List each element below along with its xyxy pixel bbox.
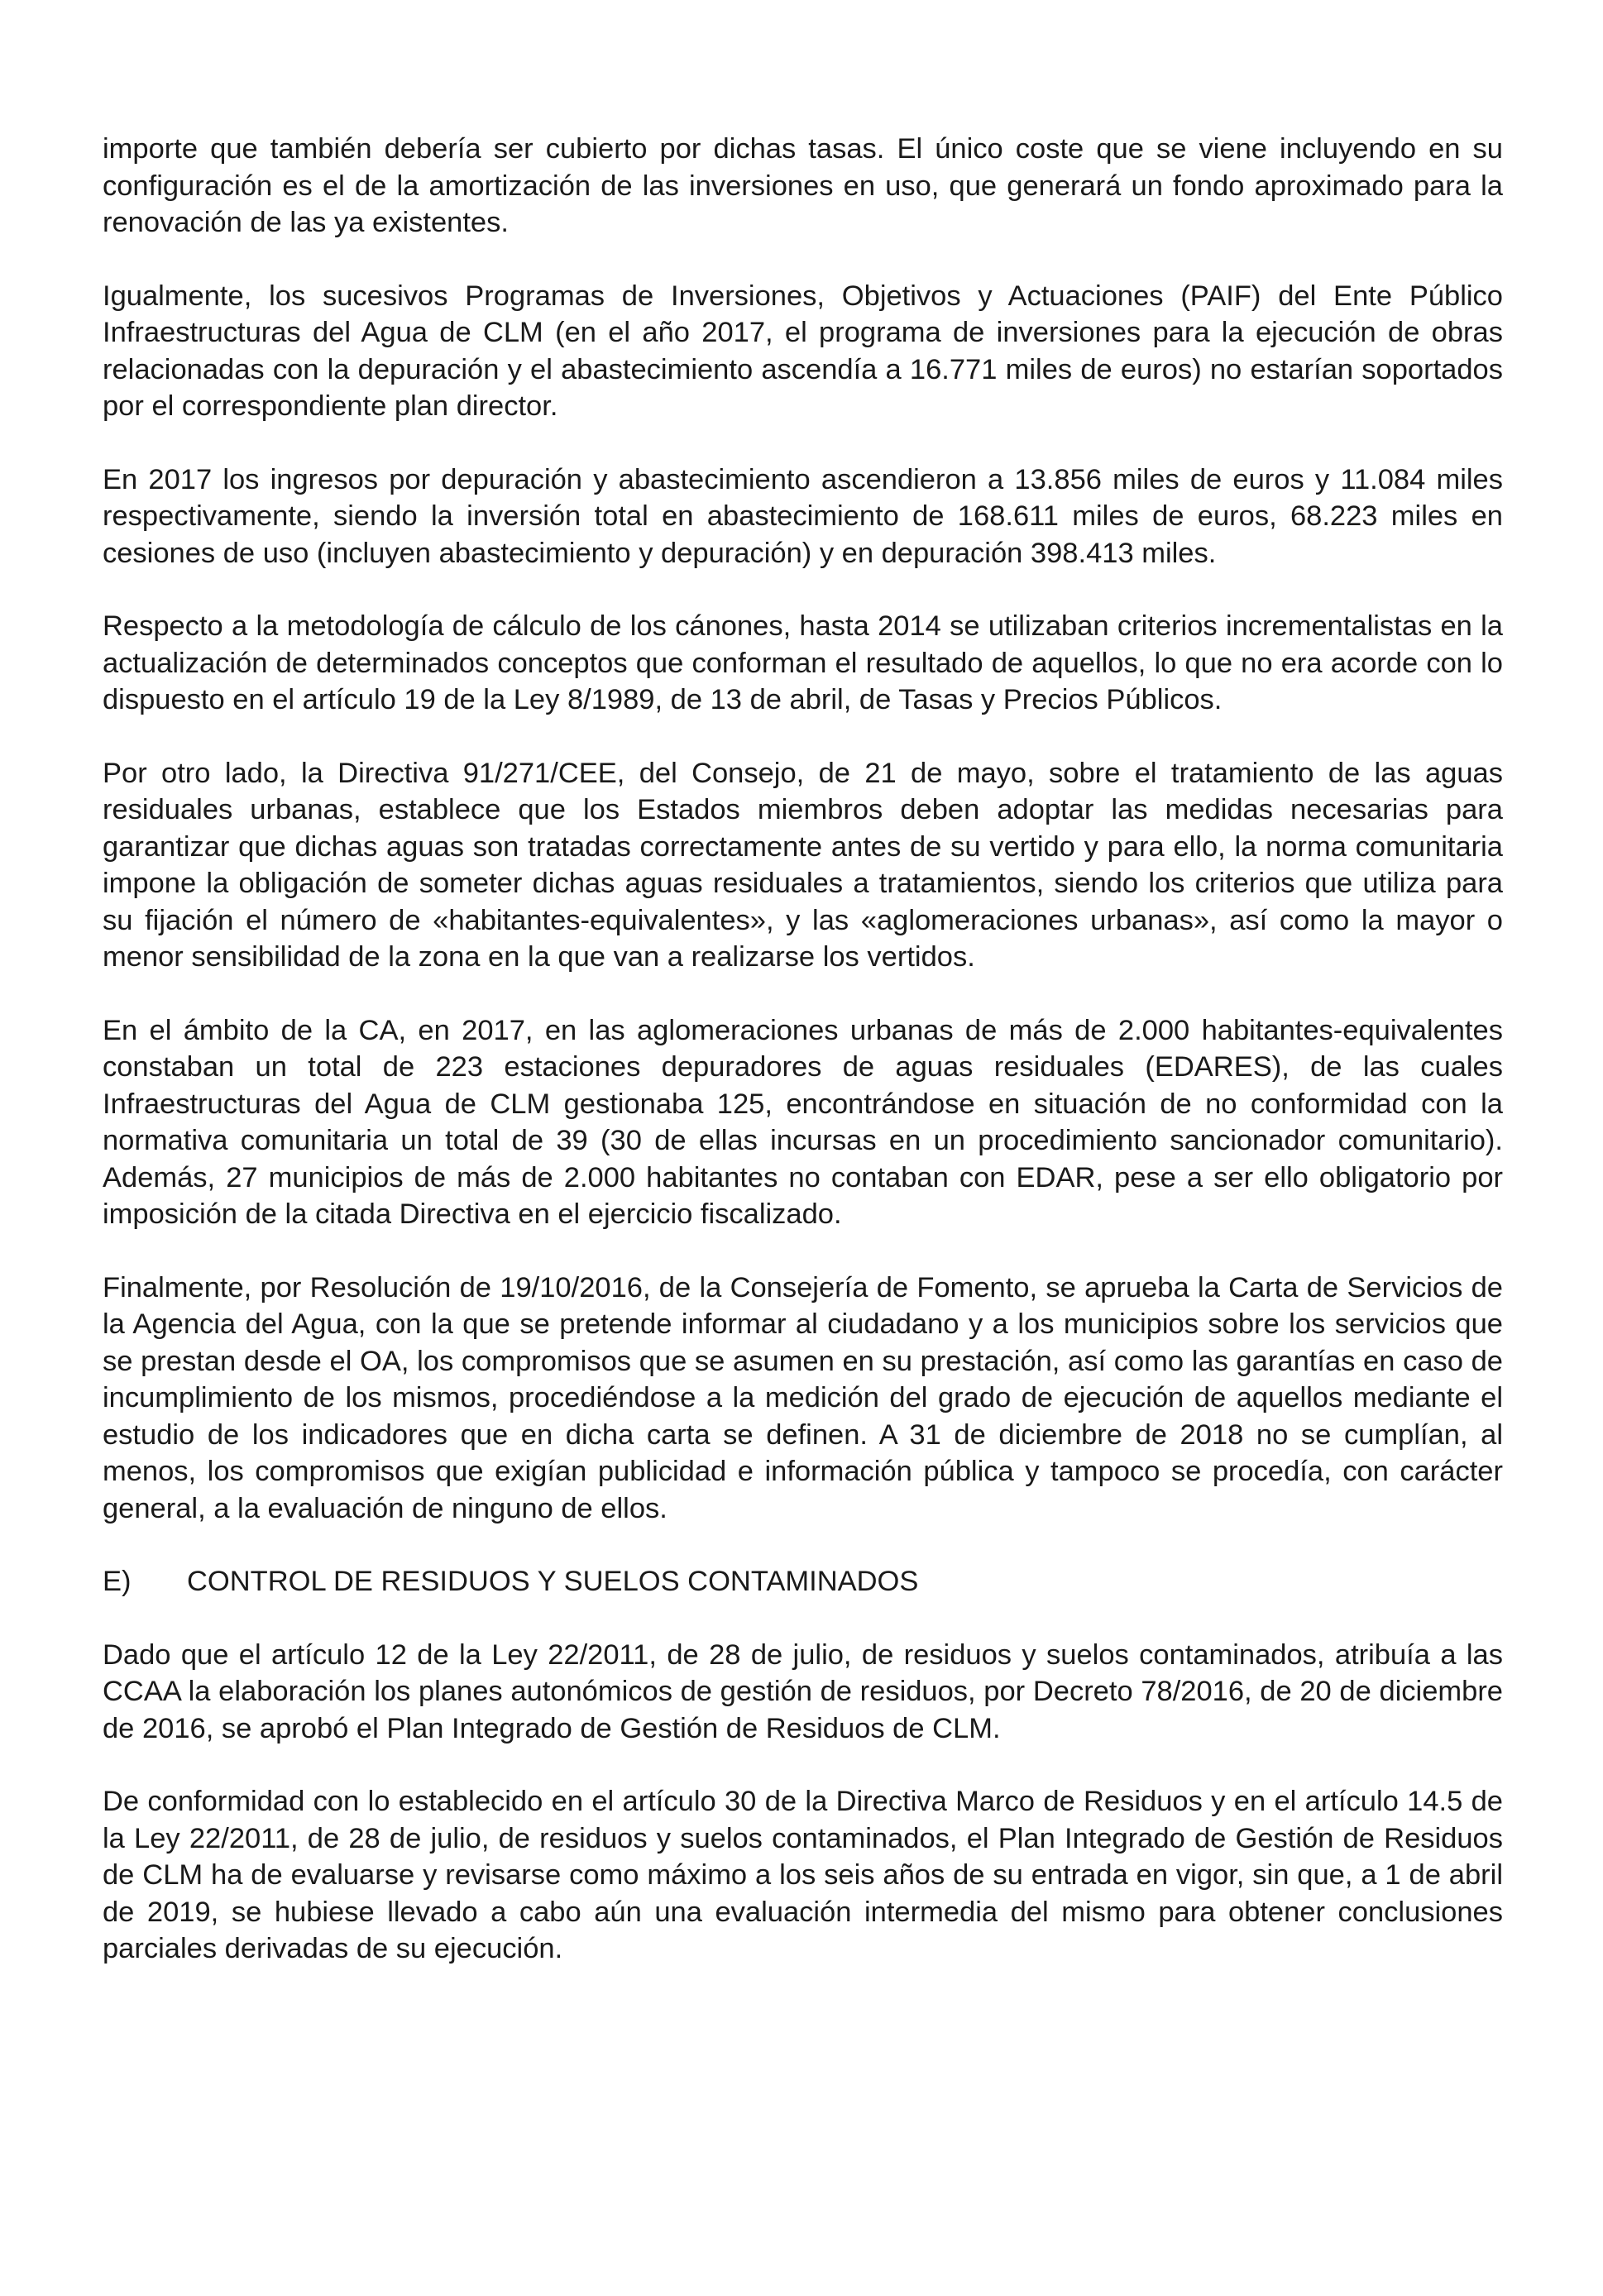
section-heading-number: E)	[103, 1566, 132, 1597]
paragraph-tasas-amortizacion: importe que también debería ser cubierto por dichas tasas. El único coste que se viene incluyendo en su configuración es el de la amortización de las inversiones en uso, que generará un fondo aproximado para la renovación de las ya existentes.	[103, 133, 1503, 238]
paragraph-ingresos-2017: En 2017 los ingresos por depuración y abastecimiento ascendieron a 13.856 miles de euros y 11.084 miles respectivamente, siendo la inversión total en abastecimiento de 168.611 miles de euros, 68.223 miles en cesiones de uso (incluyen abastecimiento y depuración) y en depuración 398.413 miles.	[103, 463, 1503, 569]
paragraph-edares-2017: En el ámbito de la CA, en 2017, en las aglomeraciones urbanas de más de 2.000 habitantes-equivalentes constaban un total de 223 estaciones depuradores de aguas residuales (EDARES), de las cuales Infraestructuras del Agua de CLM gestionaba 125, encontrándose en situación de no conformidad con la normativa comunitaria un total de 39 (30 de ellas incursas en un procedimiento sancionador comunitario). Además, 27 municipios de más de 2.000 habitantes no contaban con EDAR, pese a ser ello obligatorio por imposición de la citada Directiva en el ejercicio fiscalizado.	[103, 1014, 1503, 1230]
paragraph-metodologia-canones: Respecto a la metodología de cálculo de los cánones, hasta 2014 se utilizaban criterios incrementalistas en la actualización de determinados conceptos que conforman el resultado de aquellos, lo que no era acorde con lo dispuesto en el artículo 19 de la Ley 8/1989, de 13 de abril, de Tasas y Precios Públicos.	[103, 610, 1503, 715]
document-body	[103, 131, 1503, 2004]
paragraph-paif-inversiones: Igualmente, los sucesivos Programas de Inversiones, Objetivos y Actuaciones (PAIF) del Ente Público Infraestructuras del Agua de CLM (en el año 2017, el programa de inversiones para la ejecución de obras relacionadas con la depuración y el abastecimiento ascendía a 16.771 miles de euros) no estarían soportados por el correspondiente plan director.	[103, 280, 1503, 422]
paragraph-directiva-aguas-residuales: Por otro lado, la Directiva 91/271/CEE, del Consejo, de 21 de mayo, sobre el tratamiento de las aguas residuales urbanas, establece que los Estados miembros deben adoptar las medidas necesarias para garantizar que dichas aguas son tratadas correctamente antes de su vertido y para ello, la norma comunitaria impone la obligación de someter dichas aguas residuales a tratamientos, siendo los criterios que utiliza para su fijación el número de «habitantes-equivalentes», y las «aglomeraciones urbanas», así como la mayor o menor sensibilidad de la zona en la que van a realizarse los vertidos.	[103, 757, 1503, 973]
section-heading-title: CONTROL DE RESIDUOS Y SUELOS CONTAMINADOS	[187, 1566, 919, 1597]
section-heading-residuos	[103, 1563, 1503, 1600]
paragraph-carta-servicios: Finalmente, por Resolución de 19/10/2016, de la Consejería de Fomento, se aprueba la Carta de Servicios de la Agencia del Agua, con la que se pretende informar al ciudadano y a los municipios sobre los servicios que se prestan desde el OA, los compromisos que se asumen en su prestación, así como las garantías en caso de incumplimiento de los mismos, procediéndose a la medición del grado de ejecución de aquellos mediante el estudio de los indicadores que en dicha carta se definen. A 31 de diciembre de 2018 no se cumplían, al menos, los compromisos que exigían publicidad e información pública y tampoco se procedía, con carácter general, a la evaluación de ninguno de ellos.	[103, 1271, 1503, 1524]
paragraph-plan-integrado-residuos: Dado que el artículo 12 de la Ley 22/2011, de 28 de julio, de residuos y suelos contaminados, atribuía a las CCAA la elaboración los planes autonómicos de gestión de residuos, por Decreto 78/2016, de 20 de diciembre de 2016, se aprobó el Plan Integrado de Gestión de Residuos de CLM.	[103, 1638, 1503, 1744]
paragraph-evaluacion-plan: De conformidad con lo establecido en el artículo 30 de la Directiva Marco de Residuos y en el artículo 14.5 de la Ley 22/2011, de 28 de julio, de residuos y suelos contaminados, el Plan Integrado de Gestión de Residuos de CLM ha de evaluarse y revisarse como máximo a los seis años de su entrada en vigor, sin que, a 1 de abril de 2019, se hubiese llevado a cabo aún una evaluación intermedia del mismo para obtener conclusiones parciales derivadas de su ejecución.	[103, 1786, 1503, 1964]
